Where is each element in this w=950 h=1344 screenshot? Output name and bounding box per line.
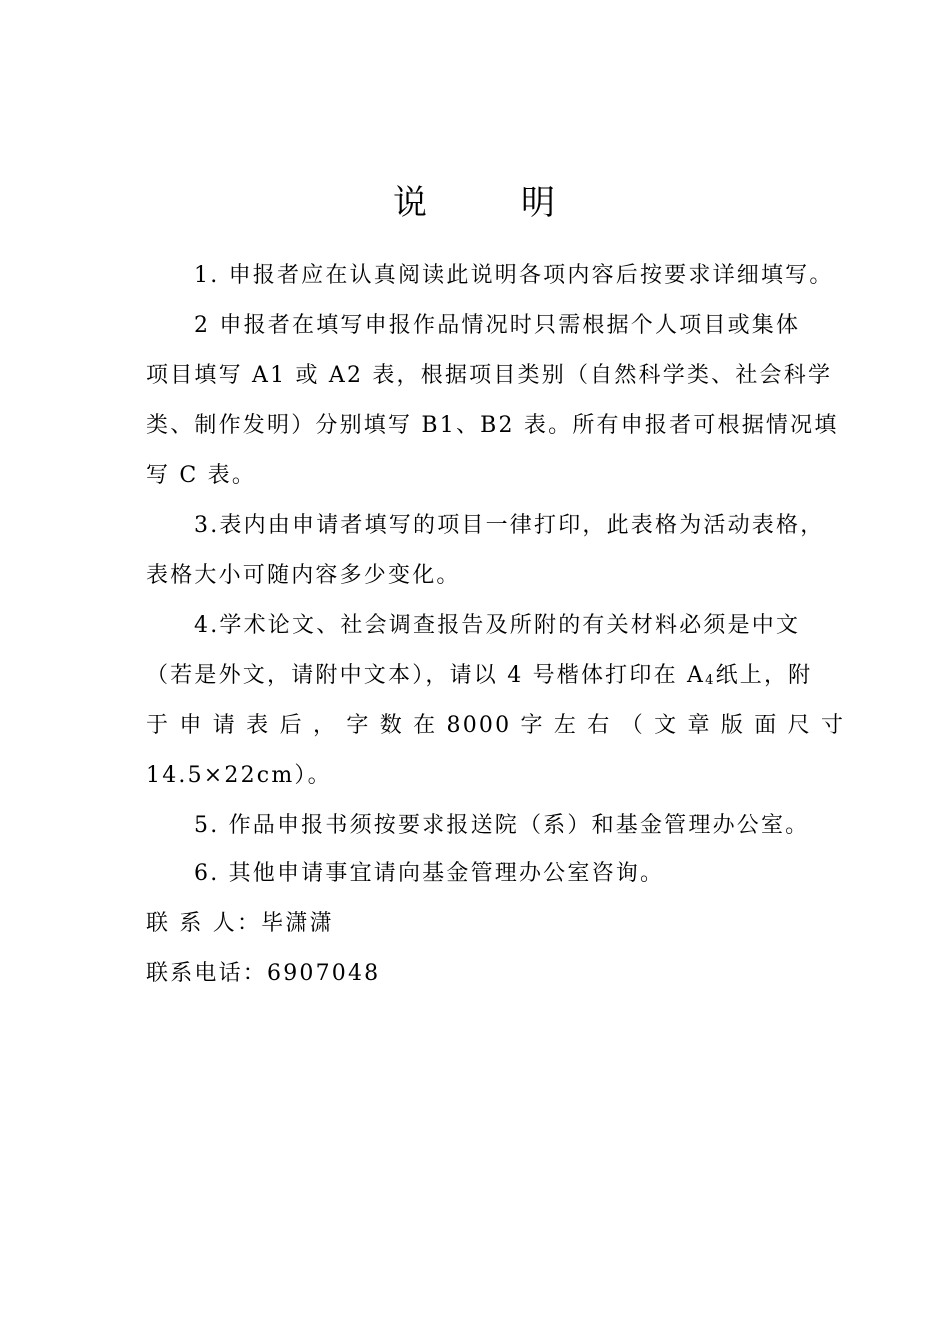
title-char-right: 明 xyxy=(521,183,557,223)
title-char-left: 说 xyxy=(393,183,429,223)
instruction-item-4-line-1: 4.学术论文、社会调查报告及所附的有关材料必须是中文 xyxy=(194,613,801,638)
page-title xyxy=(0,178,950,228)
instruction-item-4-line-2 xyxy=(146,658,816,699)
instruction-item-4-line-3: 于 申 请 表 后 ， 字 数 在 8000 字 左 右 （ 文 章 版 面 尺 寸 xyxy=(146,713,846,738)
instruction-item-6: 6. 其他申请事宜请向基金管理办公室咨询。 xyxy=(194,861,665,886)
instruction-item-4-line-4: 14.5×22cm）。 xyxy=(146,763,332,788)
instruction-item-3-line-2: 表格大小可随内容多少变化。 xyxy=(146,563,461,588)
instruction-item-2-line-4: 写 C 表。 xyxy=(146,463,257,488)
item-4-line-2-text-a: （若是外文，请附中文本），请以 4 号楷体打印在 A xyxy=(146,663,706,688)
instruction-item-2-line-1: 2 申报者在填写申报作品情况时只需根据个人项目或集体 xyxy=(194,313,801,338)
paper-size-subscript: 4 xyxy=(705,673,716,688)
instruction-item-2-line-2: 项目填写 A1 或 A2 表，根据项目类别（自然科学类、社会科学 xyxy=(146,363,833,388)
instruction-item-3-line-1: 3.表内由申请者填写的项目一律打印，此表格为活动表格， xyxy=(194,513,825,538)
item-4-line-2-text-b: 纸上，附 xyxy=(715,663,813,688)
instruction-item-2-line-3: 类、制作发明）分别填写 B1、B2 表。所有申报者可根据情况填 xyxy=(146,413,839,438)
instruction-item-1: 1. 申报者应在认真阅读此说明各项内容后按要求详细填写。 xyxy=(194,263,834,288)
contact-person: 联 系 人：毕潇潇 xyxy=(146,911,334,936)
contact-phone: 联系电话：6907048 xyxy=(146,961,381,986)
instruction-item-5: 5. 作品申报书须按要求报送院（系）和基金管理办公室。 xyxy=(194,813,810,838)
